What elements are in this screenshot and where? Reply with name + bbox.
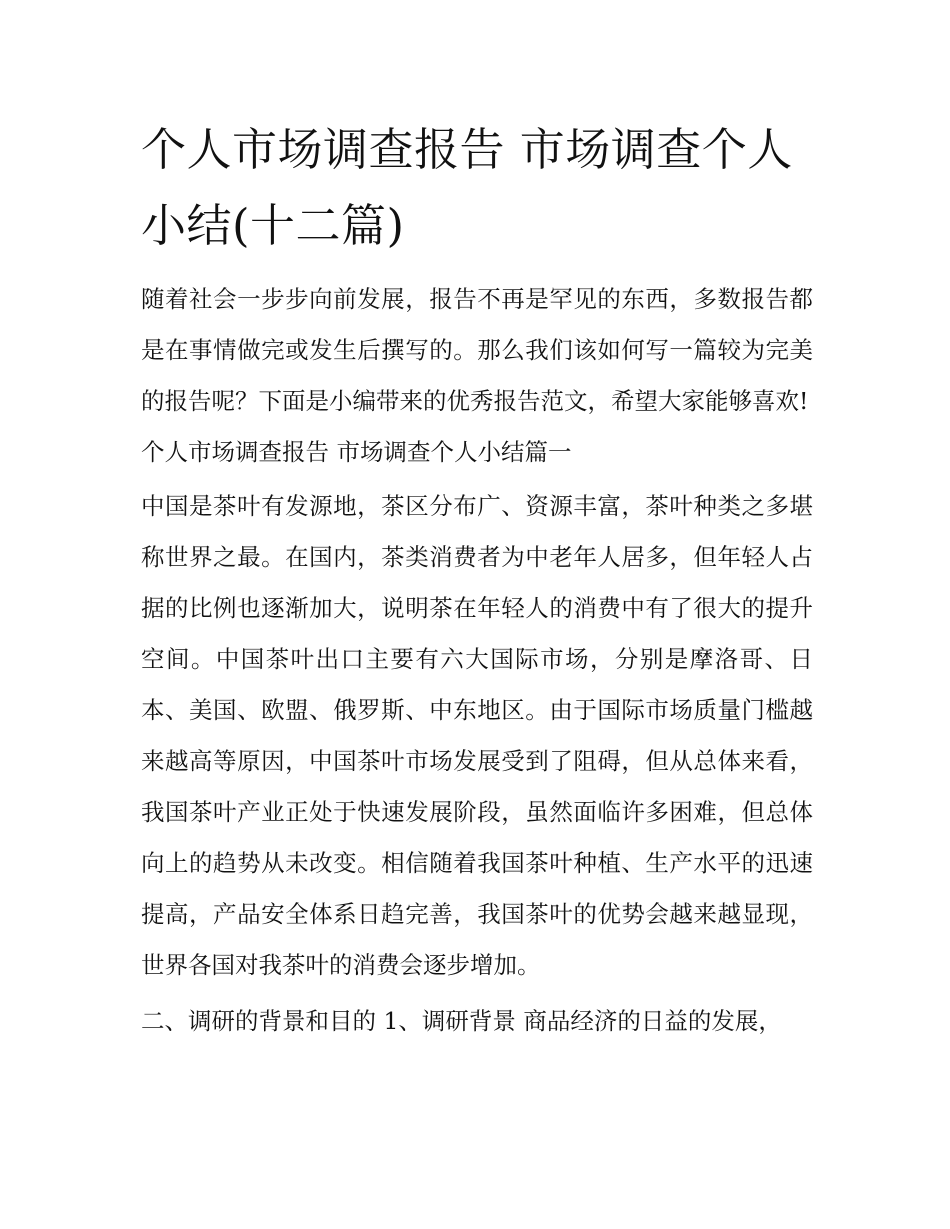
- document-page: [141, 112, 813, 1047]
- section-heading: 个人市场调查报告 市场调查个人小结篇一: [141, 438, 572, 466]
- subsection-line: 二、调研的背景和目的 1、调研背景 商品经济的日益的发展，: [141, 1007, 782, 1035]
- intro-paragraph: 随着社会一步步向前发展，报告不再是罕见的东西，多数报告都是在事情做完或发生后撰写的。那么我们该如何写一篇较为完美的报告呢？下面是小编带来的优秀报告范文，希望大家能够喜欢!: [141, 285, 813, 415]
- document-title: 个人市场调查报告 市场调查个人小结(十二篇): [141, 123, 793, 252]
- body-paragraph: 中国是茶叶有发源地，茶区分布广、资源丰富，茶叶种类之多堪称世界之最。在国内，茶类消费者为中老年人居多，但年轻人占据的比例也逐渐加大，说明茶在年轻人的消费中有了很大的提升空间。中国茶叶出口主要有六大国际市场，分别是摩洛哥、日本、美国、欧盟、俄罗斯、中东地区。由于国际市场质量门槛越来越高等原因，中国茶叶市场发展受到了阻碍，但从总体来看，我国茶叶产业正处于快速发展阶段，虽然面临许多困难，但总体向上的趋势从未改变。相信随着我国茶叶种植、生产水平的迅速提高，产品安全体系日趋完善，我国茶叶的优势会越来越显现，世界各国对我茶叶的消费会逐步增加。: [141, 492, 813, 979]
